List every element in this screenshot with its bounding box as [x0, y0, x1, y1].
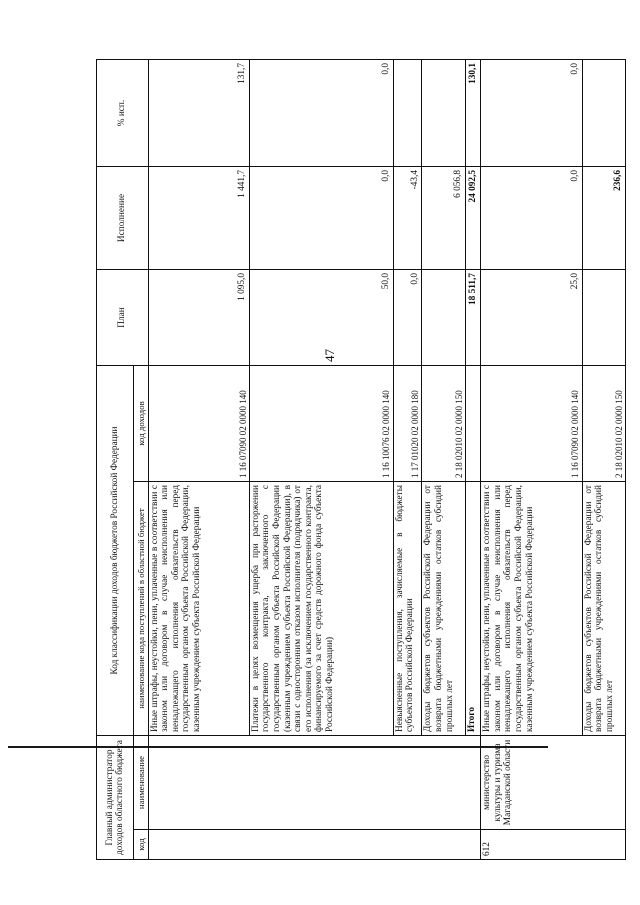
execution-value: 0,0: [481, 167, 582, 270]
total-code-cell: [465, 366, 480, 482]
header-admin-name: наименование: [134, 736, 148, 830]
percent-value: 0,0: [481, 60, 582, 167]
header-percent: % исп.: [97, 60, 149, 167]
income-description: Доходы бюджетов субъектов Российской Федерации от возврата бюджетными учреждениями остатков субсидий прошлых лет: [422, 482, 465, 736]
header-income-code: код доходов: [134, 366, 148, 482]
income-table-rotated: [96, 60, 626, 860]
admin-name-cell: [148, 736, 481, 830]
header-row-1: [97, 60, 134, 860]
execution-value: 0,0: [249, 167, 393, 270]
total-plan: 18 511,7: [465, 270, 480, 366]
income-description: Платежи в целях возмещения ущерба при расторжении государственного контракта, заключенного с государственным органом субъекта Российской Федерации (казенным учреждением субъекта Российской Федерации), в связи с односторонним отказом исполнителя (подрядчика) от его исполнения (за исключением государственного контракта, финансируемого за счет средств дорожного фонда субъекта Российской Федерации): [249, 482, 393, 736]
income-code: 1 17 01020 02 0000 180: [393, 366, 422, 482]
page-number: 47: [322, 349, 337, 362]
plan-value: [582, 270, 625, 366]
header-admin-group: Главный администратор доходов областного бюджета: [97, 736, 134, 860]
header-income-name: наименование кода поступлений в областной бюджет: [134, 482, 148, 736]
header-admin-code: код: [134, 830, 148, 860]
total-percent: 130,1: [465, 60, 480, 167]
income-code: 1 16 07090 02 0000 140: [148, 366, 249, 482]
admin-code-cell: [148, 830, 481, 860]
header-class-group: Код классификации доходов бюджетов Российской Федерации: [97, 366, 134, 736]
income-code: 2 18 02010 02 0000 150: [582, 366, 625, 482]
income-description: Доходы бюджетов субъектов Российской Федерации от возврата бюджетными учреждениями остатков субсидий прошлых лет: [582, 482, 625, 736]
income-code: 1 16 10076 02 0000 140: [249, 366, 393, 482]
percent-value: 131,7: [148, 60, 249, 167]
execution-value: 6 056,8: [422, 167, 465, 270]
percent-value: [582, 60, 625, 167]
execution-value: -43,4: [393, 167, 422, 270]
plan-value: 1 095,0: [148, 270, 249, 366]
admin-name: министерство культуры и туризма Магаданской области: [481, 736, 626, 830]
plan-value: 25,0: [481, 270, 582, 366]
total-execution: 24 092,5: [465, 167, 480, 270]
percent-value: 0,0: [249, 60, 393, 167]
plan-value: 50,0: [249, 270, 393, 366]
income-table: [96, 59, 626, 860]
header-plan: План: [97, 270, 149, 366]
total-label: Итого: [465, 482, 480, 736]
table-row: [148, 60, 249, 860]
plan-value: 0,0: [393, 270, 422, 366]
execution-value: 236,6: [582, 167, 625, 270]
percent-value: [422, 60, 465, 167]
income-description: Иные штрафы, неустойки, пени, уплаченные в соответствии с законом или договором в случае неисполнения или ненадлежащего исполнения обязательств перед государственным органом субъекта Российской Федерации, казенным учреждением субъекта Российской Федерации: [148, 482, 249, 736]
percent-value: [393, 60, 422, 167]
table-row: [481, 60, 582, 860]
admin-code: 612: [481, 830, 626, 860]
execution-value: 1 441,7: [148, 167, 249, 270]
income-description: Иные штрафы, неустойки, пени, уплаченные в соответствии с законом или договором в случае неисполнения или ненадлежащего исполнения обязательств перед государственным органом субъекта Российской Федерации, казенным учреждением субъекта Российской Федерации: [481, 482, 582, 736]
header-execution: Исполнение: [97, 167, 149, 270]
income-code: 1 16 07090 02 0000 140: [481, 366, 582, 482]
income-code: 2 18 02010 02 0000 150: [422, 366, 465, 482]
plan-value: [422, 270, 465, 366]
income-description: Невыясненные поступления, зачисляемые в бюджеты субъектов Российской Федерации: [393, 482, 422, 736]
